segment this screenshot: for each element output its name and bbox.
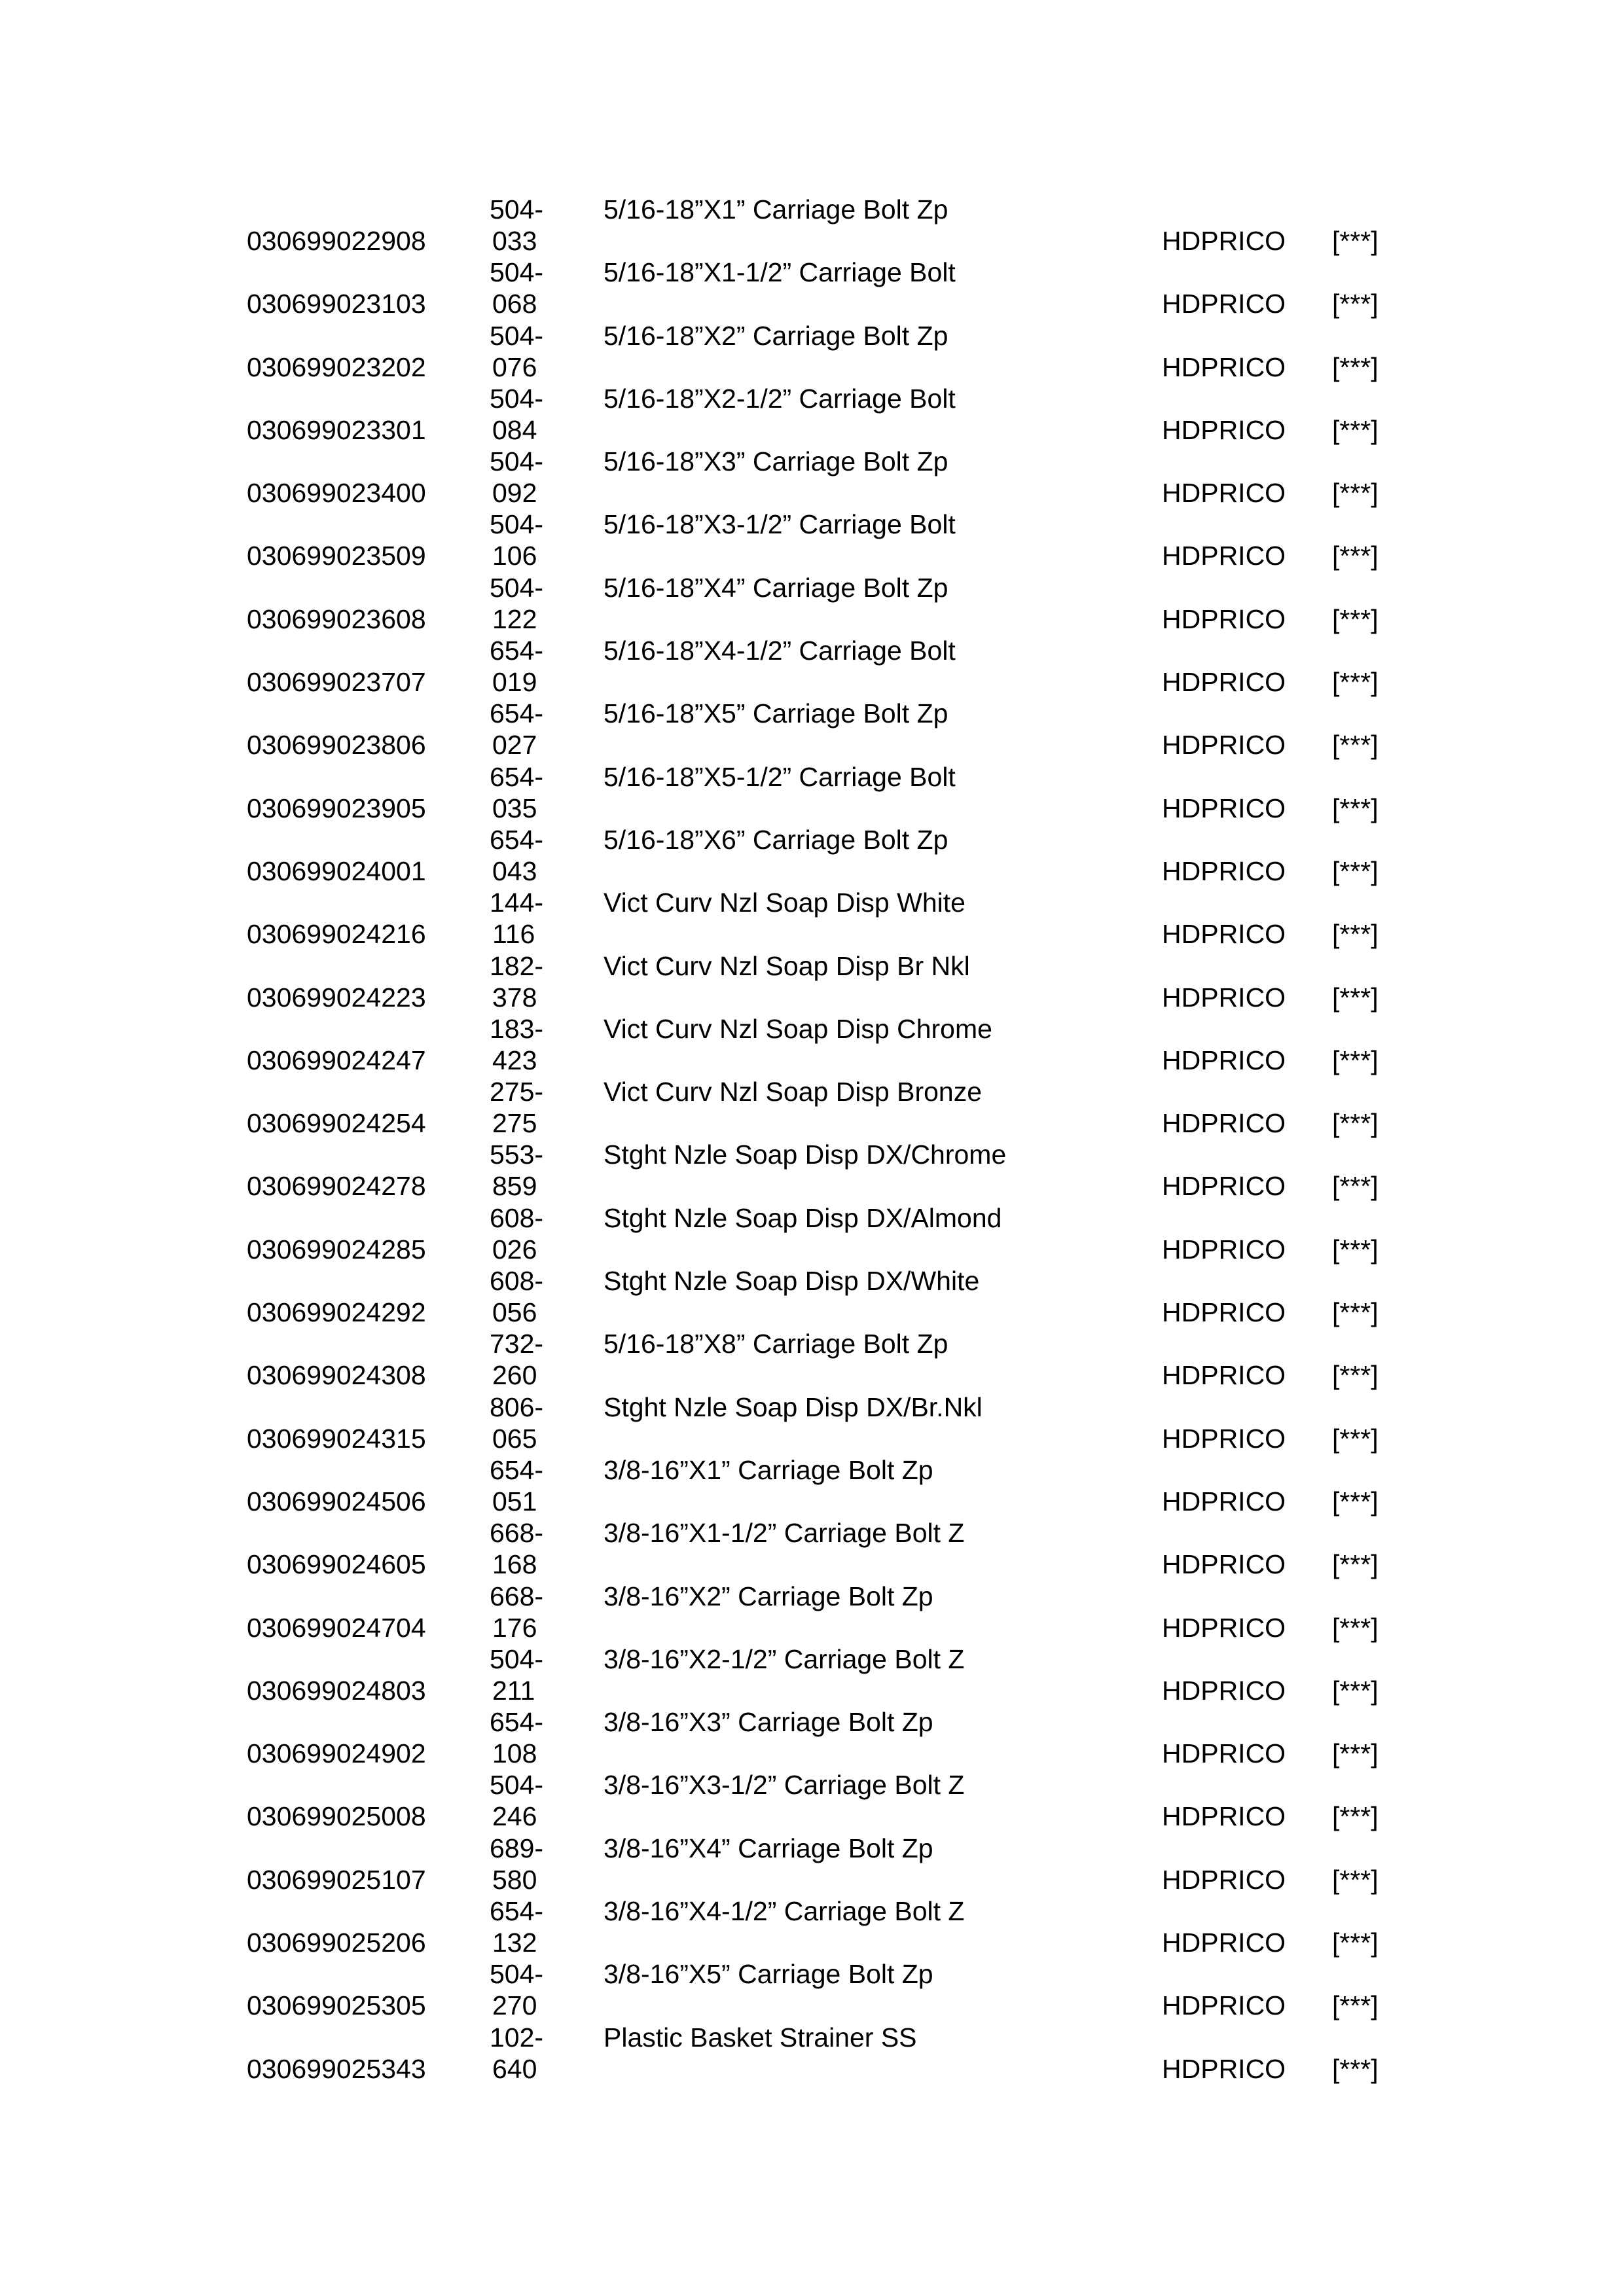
item-description: Stght Nzle Soap Disp DX/White — [604, 1266, 980, 1297]
item-description: 3/8-16”X1-1/2” Carriage Bolt Z — [604, 1518, 965, 1549]
redacted-price: [***] — [1332, 1549, 1379, 1580]
sku-number-part2: 168 — [492, 1549, 537, 1580]
sku-number-part2: 019 — [492, 667, 537, 698]
pricing-code: HDPRICO — [1162, 1675, 1286, 1706]
sku-number-part1: 668- — [490, 1518, 544, 1549]
item-description: 5/16-18”X3-1/2” Carriage Bolt — [604, 509, 956, 540]
redacted-price: [***] — [1332, 1234, 1379, 1265]
sku-number-part1: 504- — [490, 446, 544, 477]
pricing-code: HDPRICO — [1162, 414, 1286, 445]
pricing-code: HDPRICO — [1162, 1045, 1286, 1075]
table-row — [0, 2022, 1624, 2085]
table-row — [0, 635, 1624, 698]
redacted-price: [***] — [1332, 1360, 1379, 1391]
pricing-code: HDPRICO — [1162, 1928, 1286, 1958]
sku-number-part1: 182- — [490, 950, 544, 981]
sku-number-part1: 608- — [490, 1266, 544, 1297]
sku-number-part2: 106 — [492, 541, 537, 571]
item-description: 3/8-16”X1” Carriage Bolt Zp — [604, 1454, 933, 1485]
pricing-code: HDPRICO — [1162, 982, 1286, 1013]
table-row — [0, 1706, 1624, 1769]
item-description: Vict Curv Nzl Soap Disp Bronze — [604, 1077, 983, 1107]
upc-code: 030699024001 — [247, 855, 426, 886]
redacted-price: [***] — [1332, 793, 1379, 823]
upc-code: 030699025206 — [247, 1928, 426, 1958]
redacted-price: [***] — [1332, 919, 1379, 950]
pricing-code: HDPRICO — [1162, 667, 1286, 698]
redacted-price: [***] — [1332, 1801, 1379, 1832]
item-description: Vict Curv Nzl Soap Disp White — [604, 888, 965, 918]
redacted-price: [***] — [1332, 2053, 1379, 2084]
table-row — [0, 824, 1624, 887]
item-description: 5/16-18”X1” Carriage Bolt Zp — [604, 194, 948, 224]
table-row — [0, 572, 1624, 635]
sku-number-part2: 275 — [492, 1108, 537, 1139]
sku-number-part2: 132 — [492, 1928, 537, 1958]
item-description: Stght Nzle Soap Disp DX/Br.Nkl — [604, 1391, 983, 1422]
sku-number-part1: 504- — [490, 1643, 544, 1674]
pricing-code: HDPRICO — [1162, 1360, 1286, 1391]
pricing-code: HDPRICO — [1162, 1864, 1286, 1895]
sku-number-part1: 504- — [490, 1959, 544, 1990]
redacted-price: [***] — [1332, 730, 1379, 761]
sku-number-part2: 043 — [492, 855, 537, 886]
item-description: 3/8-16”X3-1/2” Carriage Bolt Z — [604, 1770, 965, 1801]
table-row — [0, 761, 1624, 824]
table-row — [0, 194, 1624, 257]
table-row — [0, 1202, 1624, 1265]
upc-code: 030699023202 — [247, 351, 426, 382]
sku-number-part1: 654- — [490, 824, 544, 855]
redacted-price: [***] — [1332, 414, 1379, 445]
sku-number-part2: 246 — [492, 1801, 537, 1832]
table-row — [0, 1013, 1624, 1076]
sku-number-part1: 504- — [490, 572, 544, 603]
pricing-code: HDPRICO — [1162, 541, 1286, 571]
sku-number-part1: 806- — [490, 1391, 544, 1422]
redacted-price: [***] — [1332, 1738, 1379, 1769]
item-description: 5/16-18”X3” Carriage Bolt Zp — [604, 446, 948, 477]
sku-number-part2: 092 — [492, 478, 537, 509]
sku-number-part2: 270 — [492, 1990, 537, 2021]
upc-code: 030699025008 — [247, 1801, 426, 1832]
sku-number-part2: 084 — [492, 414, 537, 445]
pricing-code: HDPRICO — [1162, 730, 1286, 761]
sku-number-part2: 176 — [492, 1612, 537, 1643]
pricing-code: HDPRICO — [1162, 603, 1286, 634]
redacted-price: [***] — [1332, 1928, 1379, 1958]
table-row — [0, 698, 1624, 761]
sku-number-part1: 654- — [490, 761, 544, 792]
table-row — [0, 1328, 1624, 1391]
table-row — [0, 1139, 1624, 1202]
sku-number-part2: 076 — [492, 351, 537, 382]
pricing-code: HDPRICO — [1162, 351, 1286, 382]
sku-number-part2: 640 — [492, 2053, 537, 2084]
sku-number-part1: 183- — [490, 1013, 544, 1044]
item-description: 5/16-18”X2-1/2” Carriage Bolt — [604, 383, 956, 414]
pricing-code: HDPRICO — [1162, 1801, 1286, 1832]
redacted-price: [***] — [1332, 541, 1379, 571]
item-description: 5/16-18”X1-1/2” Carriage Bolt — [604, 257, 956, 288]
pricing-code: HDPRICO — [1162, 1738, 1286, 1769]
sku-number-part1: 654- — [490, 698, 544, 729]
sku-number-part1: 654- — [490, 636, 544, 666]
item-description: 3/8-16”X3” Carriage Bolt Zp — [604, 1707, 933, 1738]
item-description: Plastic Basket Strainer SS — [604, 2022, 917, 2053]
pricing-code: HDPRICO — [1162, 289, 1286, 319]
upc-code: 030699024254 — [247, 1108, 426, 1139]
sku-number-part1: 102- — [490, 2022, 544, 2053]
sku-number-part2: 859 — [492, 1171, 537, 1202]
table-row — [0, 1391, 1624, 1454]
sku-number-part1: 654- — [490, 1896, 544, 1927]
redacted-price: [***] — [1332, 1108, 1379, 1139]
upc-code: 030699023103 — [247, 289, 426, 319]
pricing-code: HDPRICO — [1162, 1486, 1286, 1516]
redacted-price: [***] — [1332, 478, 1379, 509]
upc-code: 030699024285 — [247, 1234, 426, 1265]
upc-code: 030699024308 — [247, 1360, 426, 1391]
table-row — [0, 1076, 1624, 1139]
table-row — [0, 1958, 1624, 2021]
item-description: 3/8-16”X4-1/2” Carriage Bolt Z — [604, 1896, 965, 1927]
upc-code: 030699024902 — [247, 1738, 426, 1769]
sku-number-part1: 504- — [490, 194, 544, 224]
sku-number-part1: 689- — [490, 1833, 544, 1863]
redacted-price: [***] — [1332, 226, 1379, 256]
table-row — [0, 1833, 1624, 1895]
pricing-code: HDPRICO — [1162, 1108, 1286, 1139]
item-description: Stght Nzle Soap Disp DX/Almond — [604, 1202, 1002, 1233]
upc-code: 030699024704 — [247, 1612, 426, 1643]
sku-number-part2: 211 — [492, 1675, 535, 1706]
sku-number-part2: 378 — [492, 982, 537, 1013]
upc-code: 030699024292 — [247, 1297, 426, 1328]
redacted-price: [***] — [1332, 855, 1379, 886]
sku-number-part2: 065 — [492, 1423, 537, 1454]
upc-code: 030699023608 — [247, 603, 426, 634]
item-description: 5/16-18”X4” Carriage Bolt Zp — [604, 572, 948, 603]
item-description: 5/16-18”X4-1/2” Carriage Bolt — [604, 636, 956, 666]
item-description: 5/16-18”X5” Carriage Bolt Zp — [604, 698, 948, 729]
redacted-price: [***] — [1332, 1612, 1379, 1643]
sku-number-part2: 580 — [492, 1864, 537, 1895]
sku-number-part1: 504- — [490, 257, 544, 288]
pricing-code: HDPRICO — [1162, 1171, 1286, 1202]
upc-code: 030699023806 — [247, 730, 426, 761]
item-description: Vict Curv Nzl Soap Disp Chrome — [604, 1013, 992, 1044]
upc-code: 030699023400 — [247, 478, 426, 509]
pricing-code: HDPRICO — [1162, 1612, 1286, 1643]
table-row — [0, 1895, 1624, 1958]
sku-number-part1: 732- — [490, 1329, 544, 1359]
table-row — [0, 320, 1624, 383]
pricing-code: HDPRICO — [1162, 226, 1286, 256]
redacted-price: [***] — [1332, 1864, 1379, 1895]
pricing-code: HDPRICO — [1162, 1549, 1286, 1580]
sku-number-part2: 056 — [492, 1297, 537, 1328]
sku-number-part2: 026 — [492, 1234, 537, 1265]
pricing-code: HDPRICO — [1162, 855, 1286, 886]
item-description: 3/8-16”X4” Carriage Bolt Zp — [604, 1833, 933, 1863]
sku-number-part1: 275- — [490, 1077, 544, 1107]
upc-code: 030699025305 — [247, 1990, 426, 2021]
redacted-price: [***] — [1332, 982, 1379, 1013]
sku-number-part1: 553- — [490, 1139, 544, 1170]
upc-code: 030699024216 — [247, 919, 426, 950]
upc-code: 030699024247 — [247, 1045, 426, 1075]
sku-number-part2: 051 — [492, 1486, 537, 1516]
pricing-code: HDPRICO — [1162, 478, 1286, 509]
redacted-price: [***] — [1332, 1297, 1379, 1328]
table-row — [0, 1265, 1624, 1328]
sku-number-part1: 504- — [490, 509, 544, 540]
sku-number-part1: 668- — [490, 1581, 544, 1611]
sku-number-part1: 144- — [490, 888, 544, 918]
redacted-price: [***] — [1332, 1675, 1379, 1706]
sku-number-part1: 654- — [490, 1707, 544, 1738]
table-row — [0, 1581, 1624, 1643]
table-row — [0, 1643, 1624, 1706]
upc-code: 030699024605 — [247, 1549, 426, 1580]
sku-number-part2: 027 — [492, 730, 537, 761]
sku-number-part2: 122 — [492, 603, 537, 634]
pricing-code: HDPRICO — [1162, 2053, 1286, 2084]
redacted-price: [***] — [1332, 289, 1379, 319]
upc-code: 030699024278 — [247, 1171, 426, 1202]
sku-number-part2: 108 — [492, 1738, 537, 1769]
upc-code: 030699023301 — [247, 414, 426, 445]
sku-number-part2: 035 — [492, 793, 537, 823]
sku-number-part2: 033 — [492, 226, 537, 256]
item-description: 3/8-16”X2” Carriage Bolt Zp — [604, 1581, 933, 1611]
pricing-code: HDPRICO — [1162, 1990, 1286, 2021]
product-table — [0, 194, 1624, 2085]
upc-code: 030699023905 — [247, 793, 426, 823]
pricing-code: HDPRICO — [1162, 919, 1286, 950]
upc-code: 030699024223 — [247, 982, 426, 1013]
sku-number-part1: 504- — [490, 320, 544, 351]
item-description: 5/16-18”X8” Carriage Bolt Zp — [604, 1329, 948, 1359]
upc-code: 030699023509 — [247, 541, 426, 571]
redacted-price: [***] — [1332, 1486, 1379, 1516]
redacted-price: [***] — [1332, 1171, 1379, 1202]
upc-code: 030699024803 — [247, 1675, 426, 1706]
sku-number-part2: 116 — [492, 919, 535, 950]
sku-number-part1: 504- — [490, 1770, 544, 1801]
redacted-price: [***] — [1332, 1423, 1379, 1454]
table-row — [0, 887, 1624, 950]
upc-code: 030699025343 — [247, 2053, 426, 2084]
pricing-code: HDPRICO — [1162, 1423, 1286, 1454]
sku-number-part1: 654- — [490, 1454, 544, 1485]
sku-number-part2: 423 — [492, 1045, 537, 1075]
item-description: 3/8-16”X5” Carriage Bolt Zp — [604, 1959, 933, 1990]
table-row — [0, 446, 1624, 509]
table-row — [0, 1454, 1624, 1517]
item-description: Stght Nzle Soap Disp DX/Chrome — [604, 1139, 1007, 1170]
sku-number-part1: 608- — [490, 1202, 544, 1233]
table-row — [0, 509, 1624, 571]
table-row — [0, 1769, 1624, 1832]
upc-code: 030699024315 — [247, 1423, 426, 1454]
upc-code: 030699024506 — [247, 1486, 426, 1516]
item-description: 5/16-18”X2” Carriage Bolt Zp — [604, 320, 948, 351]
sku-number-part2: 068 — [492, 289, 537, 319]
item-description: 3/8-16”X2-1/2” Carriage Bolt Z — [604, 1643, 965, 1674]
upc-code: 030699023707 — [247, 667, 426, 698]
upc-code: 030699025107 — [247, 1864, 426, 1895]
table-row — [0, 950, 1624, 1013]
table-row — [0, 383, 1624, 446]
pricing-code: HDPRICO — [1162, 1234, 1286, 1265]
redacted-price: [***] — [1332, 1045, 1379, 1075]
pricing-code: HDPRICO — [1162, 793, 1286, 823]
sku-number-part1: 504- — [490, 383, 544, 414]
redacted-price: [***] — [1332, 603, 1379, 634]
pricing-code: HDPRICO — [1162, 1297, 1286, 1328]
redacted-price: [***] — [1332, 1990, 1379, 2021]
table-row — [0, 1517, 1624, 1580]
item-description: Vict Curv Nzl Soap Disp Br Nkl — [604, 950, 970, 981]
item-description: 5/16-18”X5-1/2” Carriage Bolt — [604, 761, 956, 792]
upc-code: 030699022908 — [247, 226, 426, 256]
item-description: 5/16-18”X6” Carriage Bolt Zp — [604, 824, 948, 855]
redacted-price: [***] — [1332, 351, 1379, 382]
table-row — [0, 257, 1624, 319]
redacted-price: [***] — [1332, 667, 1379, 698]
sku-number-part2: 260 — [492, 1360, 537, 1391]
